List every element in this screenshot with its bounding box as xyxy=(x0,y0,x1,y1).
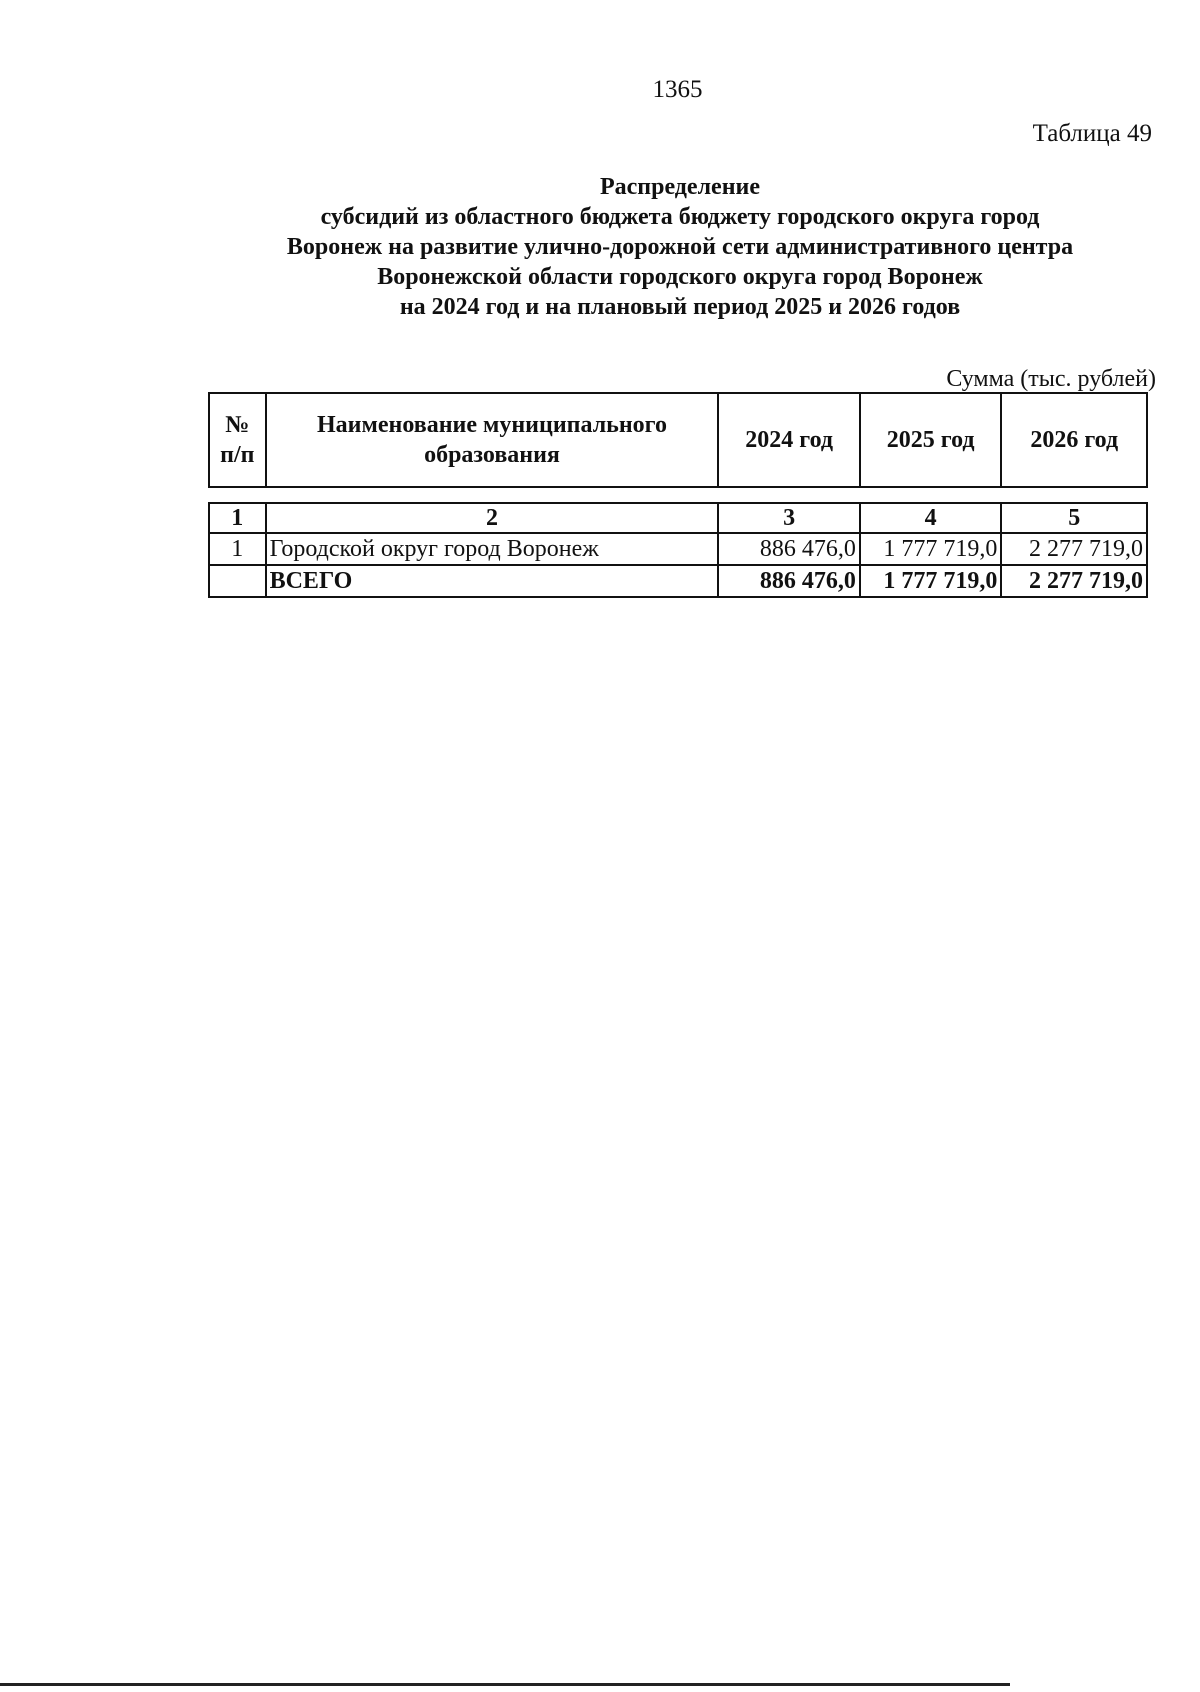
row-num: 1 xyxy=(209,533,266,565)
title-line-4: Воронежской области городского округа город Воронеж xyxy=(377,264,983,290)
column-index-cell: 4 xyxy=(860,503,1002,533)
row-value-2024: 886 476,0 xyxy=(718,533,860,565)
row-name: Городской округ город Воронеж xyxy=(266,533,719,565)
total-label: ВСЕГО xyxy=(266,565,719,597)
header-name xyxy=(266,393,719,487)
header-2026: 2026 год xyxy=(1001,393,1147,487)
total-num xyxy=(209,565,266,597)
header-name-line-2: образования xyxy=(424,442,560,468)
table-header xyxy=(208,392,1148,488)
units-label: Сумма (тыс. рублей) xyxy=(946,366,1156,392)
footer-divider xyxy=(0,1683,1010,1686)
column-index-cell: 3 xyxy=(718,503,860,533)
column-index-cell: 2 xyxy=(266,503,719,533)
header-2025: 2025 год xyxy=(860,393,1002,487)
column-index-row xyxy=(209,503,1147,533)
table-row xyxy=(209,533,1147,565)
page-number: 1365 xyxy=(652,76,703,103)
header-name-line-1: Наименование муниципального xyxy=(317,412,667,438)
header-num-line-1: № xyxy=(225,412,250,438)
document-title xyxy=(200,172,1160,322)
header-row xyxy=(209,393,1147,487)
title-line-1: Распределение xyxy=(599,174,761,200)
header-num xyxy=(209,393,266,487)
row-value-2025: 1 777 719,0 xyxy=(860,533,1002,565)
title-line-5: на 2024 год и на плановый период 2025 и 2026 годов xyxy=(399,294,961,320)
column-index-cell: 5 xyxy=(1001,503,1147,533)
total-value-2025: 1 777 719,0 xyxy=(860,565,1002,597)
title-line-3: Воронеж на развитие улично-дорожной сети административного центра xyxy=(286,234,1074,260)
header-num-line-2: п/п xyxy=(220,442,255,468)
column-index-cell: 1 xyxy=(209,503,266,533)
total-value-2024: 886 476,0 xyxy=(718,565,860,597)
table-label: Таблица 49 xyxy=(1032,120,1152,147)
table-body xyxy=(208,502,1148,598)
total-row xyxy=(209,565,1147,597)
total-value-2026: 2 277 719,0 xyxy=(1001,565,1147,597)
header-2024: 2024 год xyxy=(718,393,860,487)
title-line-2: субсидий из областного бюджета бюджету городского округа город xyxy=(320,204,1040,230)
row-value-2026: 2 277 719,0 xyxy=(1001,533,1147,565)
